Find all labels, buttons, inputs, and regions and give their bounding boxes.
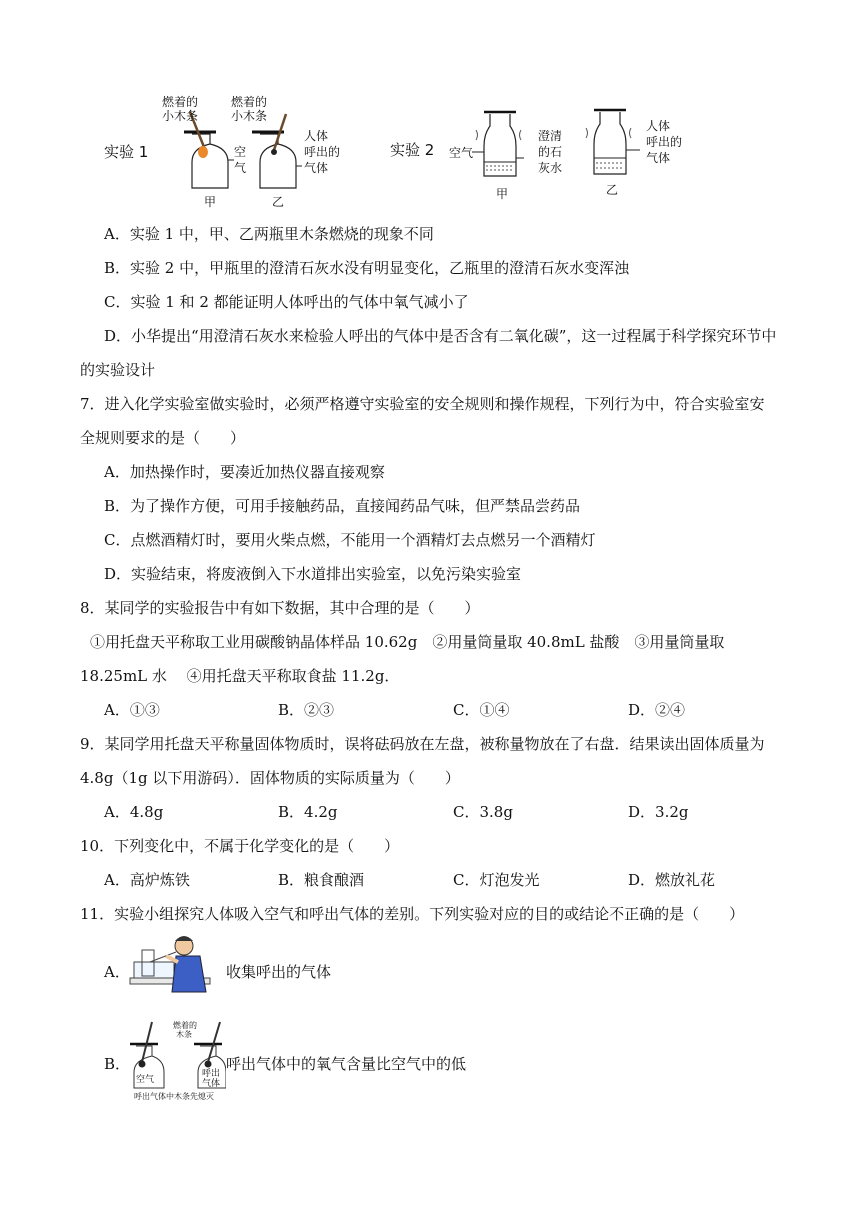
q11b-caption: 呼出气体中木条先熄灭 (134, 1092, 214, 1101)
q11-stem: 11．实验小组探究人体吸入空气和呼出气体的差别。下列实验对应的目的或结论不正确的是（ ） (80, 905, 745, 923)
exp1-jar-yi (252, 114, 302, 188)
q11b-stick-line1: 燃着的 (173, 1021, 197, 1030)
experiment-figure-svg (100, 92, 700, 212)
person-blowing-illustration (128, 932, 212, 1002)
q7-option-b: B．为了操作方便，可用手接触药品，直接闻药品气味，但严禁品尝药品 (104, 497, 581, 515)
exp1-stick2-line1: 燃着的 (231, 95, 268, 109)
exp2-label: 实验 2 (390, 141, 435, 159)
q11b-jar2-line1: 呼出 (202, 1069, 221, 1079)
q9-stem-line2: 4.8g（1g 以下用游码）．固体物质的实际质量为（ ） (80, 769, 460, 787)
q8-option-a: A．①③ (104, 701, 160, 719)
q8-data-line1: ①用托盘天平称取工业用碳酸钠晶体样品 10.62g ②用量筒量取 40.8mL 盐酸 ③用量筒量取 (90, 633, 725, 651)
q10-stem: 10．下列变化中，不属于化学变化的是（ ） (80, 837, 400, 855)
q7-stem-line2: 全规则要求的是（ ） (80, 429, 246, 447)
q9-stem-line1: 9．某同学用托盘天平称量固体物质时，误将砝码放在左盘，被称量物放在了右盘．结果读出固体质量为 (80, 735, 765, 753)
q6-option-c: C．实验 1 和 2 都能证明人体呼出的气体中氧气减小了 (104, 293, 469, 311)
q8-option-c: C．①④ (453, 701, 510, 719)
q7-option-c: C．点燃酒精灯时，要用火柴点燃，不能用一个酒精灯去点燃另一个酒精灯 (104, 531, 596, 549)
exp1-gas2-line1: 人体 (304, 129, 329, 143)
exp1-jar-jia (184, 112, 234, 188)
q11-option-b-text: 呼出气体中的氧气含量比空气中的低 (226, 1055, 467, 1073)
q11b-jar1-label: 空气 (136, 1075, 155, 1085)
q11b-jar2-line2: 气体 (202, 1079, 221, 1089)
exp1-gas2-line2: 呼出的 (304, 145, 341, 159)
q7-stem-line1: 7．进入化学实验室做实验时，必须严格遵守实验室的安全规则和操作规程，下列行为中，符合实验室安 (80, 395, 765, 413)
q7-option-a: A．加热操作时，要凑近加热仪器直接观察 (104, 463, 385, 481)
exp2-jar2-label: 乙 (606, 183, 619, 197)
q8-option-b: B．②③ (278, 701, 335, 719)
q11b-stick-line2: 木条 (176, 1030, 192, 1039)
exp2-jar-jia (472, 112, 524, 176)
exp2-jar1-label: 甲 (496, 187, 509, 201)
q11-option-a-text: 收集呼出的气体 (226, 963, 332, 981)
q11-option-a-image (128, 932, 212, 1002)
q6-option-d-line2: 的实验设计 (80, 361, 156, 379)
exp1-label: 实验 1 (104, 143, 149, 161)
exp1-gas1-line2: 气 (234, 161, 247, 175)
q7-option-d: D．实验结束，将废液倒入下水道排出实验室，以免污染实验室 (104, 565, 522, 583)
q8-data-line2: 18.25mL 水 ④用托盘天平称取食盐 11.2g． (80, 667, 400, 685)
exp2-air-label: 空气 (449, 146, 474, 160)
exp2-gas2-line3: 气体 (646, 151, 671, 165)
exp2-lime-line3: 灰水 (538, 161, 563, 175)
exp1-stick2-line2: 小木条 (231, 109, 268, 123)
exp2-gas2-line2: 呼出的 (646, 135, 683, 149)
exp1-gas1-line1: 空 (234, 145, 247, 159)
exp1-jar2-label: 乙 (272, 195, 285, 209)
q10-option-c: C．灯泡发光 (453, 871, 540, 889)
experiment-figure (100, 92, 700, 212)
q6-option-b: B．实验 2 中，甲瓶里的澄清石灰水没有明显变化，乙瓶里的澄清石灰水变浑浊 (104, 259, 630, 277)
q8-option-d: D．②④ (628, 701, 686, 719)
q10-option-b: B．粮食酿酒 (278, 871, 365, 889)
exp2-lime-line1: 澄清 (538, 129, 563, 143)
q6-option-a: A．实验 1 中，甲、乙两瓶里木条燃烧的现象不同 (104, 225, 434, 243)
q11-option-b-image (126, 1016, 226, 1102)
q11-option-a-label: A． (104, 963, 130, 981)
exp1-stick1-line1: 燃着的 (162, 95, 199, 109)
exp1-gas2-line3: 气体 (304, 161, 329, 175)
exp1-stick1-line2: 小木条 (162, 109, 199, 123)
exp2-jar-yi (586, 110, 640, 174)
exp2-gas2-line1: 人体 (646, 119, 671, 133)
q9-option-a: A．4.8g (104, 803, 164, 821)
q9-option-b: B．4.2g (278, 803, 338, 821)
q10-option-d: D．燃放礼花 (628, 871, 716, 889)
exp1-jar1-label: 甲 (204, 195, 217, 209)
q9-option-c: C．3.8g (453, 803, 513, 821)
exp2-lime-line2: 的石 (538, 145, 563, 159)
q8-stem: 8．某同学的实验报告中有如下数据，其中合理的是（ ） (80, 599, 480, 617)
burning-stick-jars-illustration (126, 1016, 226, 1102)
q6-option-d-line1: D．小华提出“用澄清石灰水来检验人呼出的气体中是否含有二氧化碳”，这一过程属于科学探究环节中 (104, 327, 777, 345)
q10-option-a: A．高炉炼铁 (104, 871, 190, 889)
q9-option-d: D．3.2g (628, 803, 689, 821)
q11-option-b-label: B． (104, 1055, 131, 1073)
